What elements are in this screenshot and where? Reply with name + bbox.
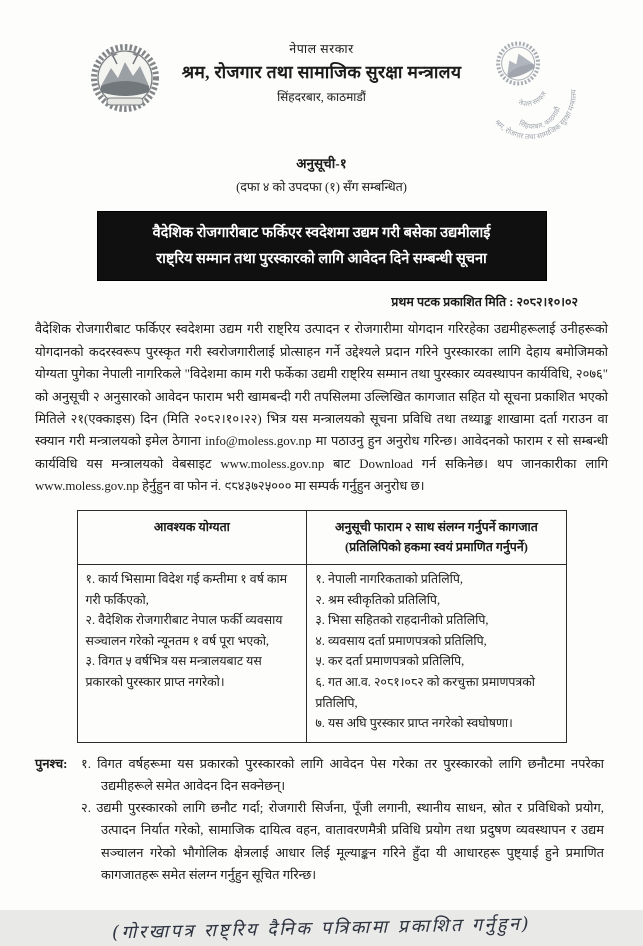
- notice-title-banner: [97, 211, 547, 281]
- ministry-address: सिंहदरबार, काठमाडौं: [277, 90, 366, 104]
- nepal-government-emblem-icon: [87, 42, 163, 121]
- notice-body-paragraph: वैदेशिक रोजगारीबाट फर्किएर स्वदेशमा उद्यम गरी राष्ट्रिय उत्पादन र रोजगारीमा योगदान गरिरहेका उद्यमीहरूलाई उनीहरूको योगदानको कदरस्वरूप पुरस्कृत गरी स्वरोजगारीलाई प्रोत्साहन गर्ने उद्देश्यले प्रदान गरिने पुरस्कारका लागि देहाय बमोजिमको योग्यता पुगेका नेपाली नागरिकले "विदेशमा काम गरी फर्केका उद्यमी राष्ट्रिय सम्मान तथा पुरस्कार व्यवस्थापन कार्यविधि, २०७६" को अनुसूची २ अनुसारको आवेदन फाराम भरी खामबन्दी गरी तपसिलमा उल्लिखित कागजात सहित यो सूचना प्रकाशित भएको मितिले २१(एक्काइस) दिन (मिति २०८२।१०।२२) भित्र यस मन्त्रालयको सूचना प्रविधि तथा तथ्याङ्क शाखामा दर्ता गराउन वा स्क्यान गरी मन्त्रालयको इमेल ठेगाना info@moless.gov.np मा पठाउनु हुन अनुरोध गरिन्छ। आवेदनको फाराम र सो सम्बन्धी कार्यविधि यस मन्त्रालयको वेबसाइट www.moless.gov.np बाट Download गर्न सकिनेछ। थप जानकारीका लागि www.moless.gov.np हेर्नुहुन वा फोन नं. ९८४३७२५००० मा सम्पर्क गर्नुहुन अनुरोध छ।: [35, 322, 608, 494]
- document-item: ४. व्यवसाय दर्ता प्रमाणपत्रको प्रतिलिपि,: [315, 633, 487, 648]
- stamp-top-text: नेपाल सरकार: [517, 90, 549, 109]
- documents-header-line1: अनुसूची फाराम २ साथ संलग्न गर्नुपर्ने कागजात: [334, 519, 538, 534]
- qualification-cell: [77, 565, 307, 743]
- published-date: प्रथम पटक प्रकाशित मिति : २०८२।१०।०२: [391, 295, 578, 310]
- requirements-table: [77, 510, 567, 743]
- notice-title-line2: राष्ट्रिय सम्मान तथा पुरस्कारको लागि आवेदन दिने सम्बन्धी सूचना: [156, 251, 487, 268]
- letterhead: [35, 40, 608, 142]
- postscript-item: १. विगत वर्षहरूमा यस प्रकारको पुरस्कारको लागि आवेदन पेस गरेका तर पुरस्कारको लागि छनौटमा नपरेका उद्यमीहरूले समेत आवेदन दिन सक्नेछन्।: [81, 756, 604, 793]
- postscript-label: पुनश्च:: [35, 756, 68, 771]
- handwritten-annotation: (गोरखापत्र राष्ट्रिय दैनिक पत्रिकामा प्रकाशित गर्नुहुन): [111, 913, 532, 944]
- ministry-name: श्रम, रोजगार तथा सामाजिक सुरक्षा मन्त्रालय: [181, 62, 462, 82]
- table-body-row: [77, 565, 566, 743]
- government-name: नेपाल सरकार: [289, 42, 354, 56]
- document-item: २. श्रम स्वीकृतिको प्रतिलिपि,: [315, 592, 441, 607]
- document-item: ३. भिसा सहितको राहदानीको प्रतिलिपि,: [315, 613, 489, 628]
- annex-title: अनुसूची-१: [296, 156, 347, 171]
- postscript-section: [35, 753, 608, 886]
- stamp-bottom-text: सिंहदरबार, काठमाडौं: [517, 105, 563, 131]
- stamp-arc-text: श्रम, रोजगार तथा सामाजिक सुरक्षा मन्त्रालय: [492, 89, 579, 142]
- postscript-items: [81, 753, 608, 886]
- document-item: १. नेपाली नागरिकताको प्रतिलिपि,: [315, 572, 464, 586]
- svg-text:नेपाल सरकार: [515, 87, 551, 112]
- documents-header-line2: (प्रतिलिपिको हकमा स्वयं प्रमाणित गर्नुपर्ने): [345, 540, 528, 555]
- qualification-column-header: आवश्यक योग्यता: [77, 510, 307, 564]
- ministry-stamp-icon: [462, 28, 590, 153]
- qualification-item: २. वैदेशिक रोजगारीबाट नेपाल फर्की व्यवसाय सञ्चालन गरेको न्यूनतम १ वर्ष पूरा भएको,: [85, 613, 283, 648]
- postscript-item: २. उद्यमी पुरस्कारको लागि छनौट गर्दा; रोजगारी सिर्जना, पूँजी लगानी, स्थानीय साधन, स्रोत र प्रविधिको प्रयोग, उत्पादन निर्यात गरेको, सामाजिक दायित्व वहन, वातावरणमैत्री प्रविधि प्रयोग तथा प्रदुषण व्यवस्थापन र उद्यम सञ्चालन गरेको भौगोलिक क्षेत्रलाई आधार लिई मूल्याङ्कन गरिने हुँदा यी आधारहरू पुष्ट्याई हुने प्रमाणित कागजातहरू समेत संलग्न गर्नुहुन सूचित गरिन्छ।: [81, 801, 604, 882]
- document-item: ५. कर दर्ता प्रमाणपत्रको प्रतिलिपि,: [315, 654, 465, 669]
- document-item: ६. गत आ.व. २०८१।०८२ को करचुक्ता प्रमाणपत्रको प्रतिलिपि,: [315, 674, 536, 710]
- documents-cell: [307, 565, 566, 743]
- qualification-item: १. कार्य भिसामा विदेश गई कम्तीमा १ वर्ष काम गरी फर्किएको,: [85, 572, 288, 607]
- qualification-item: ३. विगत ५ वर्षभित्र यस मन्त्रालयबाट यस प्रकारको पुरस्कार प्राप्त नगरेको।: [85, 654, 262, 689]
- annex-subtitle: (दफा ४ को उपदफा (१) सँग सम्बन्धित): [236, 180, 407, 194]
- document-item: ७. यस अघि पुरस्कार प्राप्त नगरेको स्वघोषणा।: [315, 716, 513, 731]
- documents-column-header: [307, 510, 566, 564]
- notice-title-line1: वैदेशिक रोजगारीबाट फर्किएर स्वदेशमा उद्यम गरी बसेका उद्यमीलाई: [152, 225, 491, 241]
- table-header-row: [77, 510, 566, 564]
